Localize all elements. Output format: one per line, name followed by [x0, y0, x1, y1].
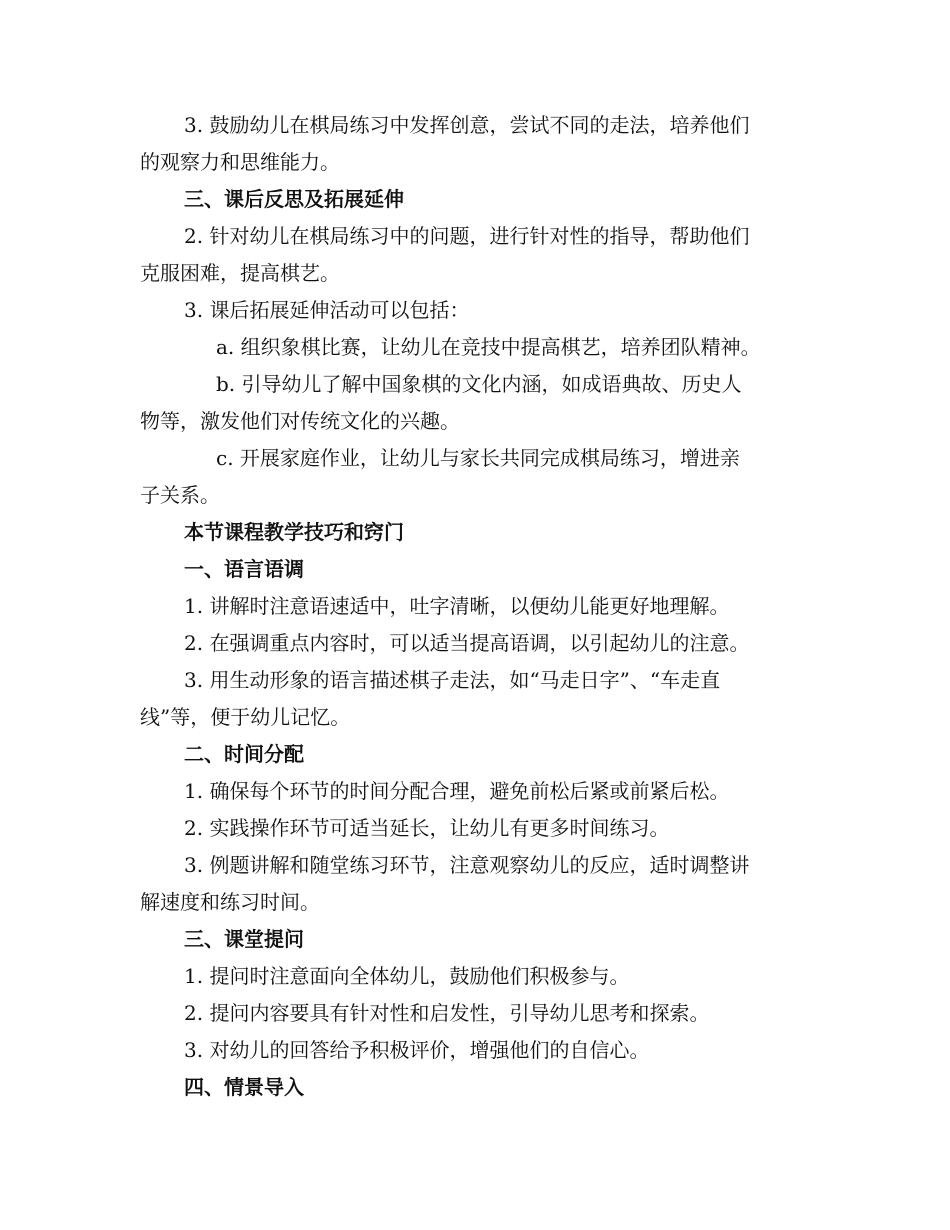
list-item: a. 组织象棋比赛，让幼儿在竞技中提高棋艺，培养团队精神。: [216, 335, 761, 359]
paragraph-line: 1. 讲解时注意语速适中，吐字清晰，以便幼儿能更好地理解。: [184, 594, 730, 618]
list-item: c. 开展家庭作业，让幼儿与家长共同完成棋局练习，增进亲: [216, 446, 740, 470]
paragraph-line: 2. 在强调重点内容时，可以适当提高语调，以引起幼儿的注意。: [184, 631, 750, 655]
paragraph-line: 2. 针对幼儿在棋局练习中的问题，进行针对性的指导，帮助他们: [184, 224, 750, 248]
list-item: b. 引导幼儿了解中国象棋的文化内涵，如成语典故、历史人: [216, 372, 742, 396]
document-page: [140, 107, 808, 1106]
paragraph-line: 1. 确保每个环节的时间分配合理，避免前松后紧或前紧后松。: [184, 779, 730, 803]
paragraph-line: 3. 课后拓展延伸活动可以包括：: [184, 298, 470, 322]
section-heading: 三、课堂提问: [184, 927, 304, 951]
paragraph-line: 物等，激发他们对传统文化的兴趣。: [140, 409, 460, 433]
paragraph-line: 的观察力和思维能力。: [140, 150, 340, 174]
paragraph-line: 3. 对幼儿的回答给予积极评价，增强他们的自信心。: [184, 1038, 650, 1062]
paragraph-line: 2. 实践操作环节可适当延长，让幼儿有更多时间练习。: [184, 816, 670, 840]
section-heading: 四、情景导入: [184, 1075, 304, 1099]
paragraph-line: 子关系。: [140, 483, 220, 507]
paragraph-line: 3. 鼓励幼儿在棋局练习中发挥创意，尝试不同的走法，培养他们: [184, 113, 750, 137]
paragraph-line: 3. 例题讲解和随堂练习环节，注意观察幼儿的反应，适时调整讲: [184, 853, 750, 877]
section-heading: 三、课后反思及拓展延伸: [184, 187, 404, 211]
section-heading: 一、语言语调: [184, 557, 304, 581]
paragraph-line: 线”等，便于幼儿记忆。: [140, 705, 351, 729]
paragraph-line: 3. 用生动形象的语言描述棋子走法，如“马走日字”、“车走直: [184, 668, 721, 692]
paragraph-line: 1. 提问时注意面向全体幼儿，鼓励他们积极参与。: [184, 964, 630, 988]
paragraph-line: 克服困难，提高棋艺。: [140, 261, 340, 285]
section-heading: 二、时间分配: [184, 742, 304, 766]
paragraph-line: 2. 提问内容要具有针对性和启发性，引导幼儿思考和探索。: [184, 1001, 710, 1025]
section-title: 本节课程教学技巧和窍门: [184, 520, 404, 544]
paragraph-line: 解速度和练习时间。: [140, 890, 320, 914]
